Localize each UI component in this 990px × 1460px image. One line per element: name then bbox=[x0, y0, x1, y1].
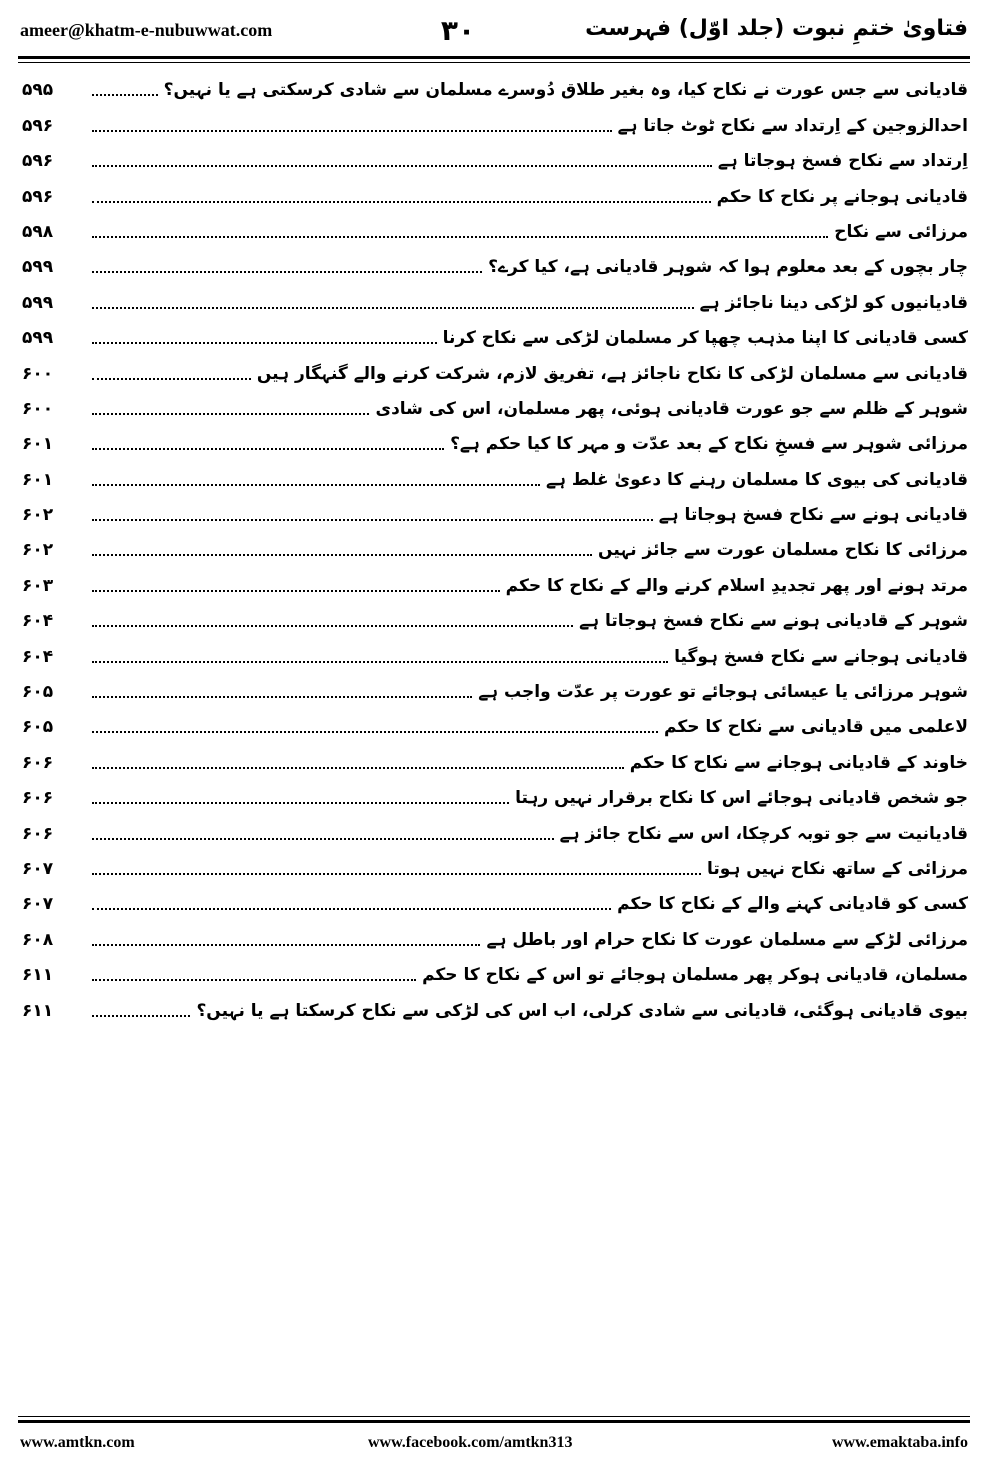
page-footer bbox=[0, 1400, 990, 1460]
toc-entry[interactable] bbox=[22, 107, 968, 142]
toc-entry-title: قادیانیت سے جو توبہ کرچکا، اس سے نکاح جائز ہے bbox=[559, 823, 968, 844]
toc-entry[interactable] bbox=[22, 72, 968, 107]
toc-entry-title: قادیانی سے مسلمان لڑکی کا نکاح ناجائز ہے، تفریق لازم، شرکت کرنے والے گنہگار ہیں bbox=[256, 363, 968, 384]
toc-entry-page: ۵۹۹ bbox=[22, 257, 54, 278]
header-email: ameer@khatm-e-nubuwwat.com bbox=[20, 20, 273, 40]
toc-dot-leader bbox=[92, 696, 472, 698]
toc-entry-title: مرزائی لڑکے سے مسلمان عورت کا نکاح حرام اور باطل ہے bbox=[486, 929, 968, 950]
toc-entry-page: ۶۰۱ bbox=[22, 469, 54, 490]
toc-entry-title: شوہر مرزائی یا عیسائی ہوجائے تو عورت پر عدّت واجب ہے bbox=[478, 682, 968, 703]
toc-entry-page: ۶۰۵ bbox=[22, 682, 54, 703]
toc-dot-leader bbox=[92, 661, 668, 663]
toc-dot-leader bbox=[92, 448, 444, 450]
toc-entry[interactable] bbox=[22, 992, 968, 1027]
toc-entry-title: احدالزوجین کے اِرتداد سے نکاح ٹوٹ جاتا ہے bbox=[617, 115, 968, 136]
footer-link-facebook[interactable]: www.facebook.com/amtkn313 bbox=[368, 1434, 573, 1451]
toc-dot-leader bbox=[92, 519, 653, 521]
toc-entry[interactable] bbox=[22, 497, 968, 532]
toc-entry-page: ۶۰۸ bbox=[22, 929, 54, 950]
toc-entry-page: ۵۹۶ bbox=[22, 151, 54, 172]
toc-entry-page: ۶۰۶ bbox=[22, 788, 54, 809]
toc-entry[interactable] bbox=[22, 674, 968, 709]
toc-entry-page: ۶۰۰ bbox=[22, 363, 54, 384]
toc-entry-title: قادیانی ہوجانے سے نکاح فسخ ہوگیا bbox=[674, 646, 968, 667]
toc-entry-page: ۶۰۰ bbox=[22, 398, 54, 419]
toc-entry-title: قادیانی ہوجانے پر نکاح کا حکم bbox=[716, 186, 968, 207]
toc-entry[interactable] bbox=[22, 744, 968, 779]
toc-entry[interactable] bbox=[22, 957, 968, 992]
toc-dot-leader bbox=[92, 873, 701, 875]
page-number: ۳۰ bbox=[440, 14, 476, 47]
toc-entry[interactable] bbox=[22, 815, 968, 850]
toc-entry[interactable] bbox=[22, 391, 968, 426]
toc-dot-leader bbox=[92, 590, 500, 592]
toc-entry-page: ۶۰۱ bbox=[22, 434, 54, 455]
toc-dot-leader bbox=[92, 767, 624, 769]
toc-entry[interactable] bbox=[22, 284, 968, 319]
header-rule-thick bbox=[18, 56, 970, 59]
toc-entry-title: قادیانی کی بیوی کا مسلمان رہنے کا دعویٰ غلط ہے bbox=[546, 469, 968, 490]
toc-dot-leader bbox=[92, 378, 251, 380]
toc-entry-title: مسلمان، قادیانی ہوکر پھر مسلمان ہوجائے تو اس کے نکاح کا حکم bbox=[422, 965, 968, 986]
toc-entry[interactable] bbox=[22, 567, 968, 602]
toc-dot-leader bbox=[92, 731, 658, 733]
toc-entry-page: ۶۰۲ bbox=[22, 505, 54, 526]
toc-entry[interactable] bbox=[22, 461, 968, 496]
toc-dot-leader bbox=[92, 413, 369, 415]
header-rule-thin bbox=[18, 62, 970, 63]
page-header bbox=[0, 0, 990, 62]
toc-dot-leader bbox=[92, 165, 712, 167]
toc-entry[interactable] bbox=[22, 638, 968, 673]
toc-entry-title: شوہر کے ظلم سے جو عورت قادیانی ہوئی، پھر مسلمان، اس کی شادی bbox=[375, 398, 968, 419]
footer-link-emaktaba[interactable]: www.emaktaba.info bbox=[831, 1434, 968, 1451]
toc-entry-title: قادیانیوں کو لڑکی دینا ناجائز ہے bbox=[699, 292, 968, 313]
toc-entry-page: ۶۰۶ bbox=[22, 752, 54, 773]
toc-entry-title: مرزائی شوہر سے فسخِ نکاح کے بعد عدّت و مہر کا کیا حکم ہے؟ bbox=[450, 434, 968, 455]
toc-entry-page: ۵۹۹ bbox=[22, 328, 54, 349]
toc-entry-page: ۶۰۷ bbox=[22, 894, 54, 915]
toc-entry[interactable] bbox=[22, 320, 968, 355]
toc-entry-title: اِرتداد سے نکاح فسخ ہوجاتا ہے bbox=[717, 151, 968, 172]
toc-dot-leader bbox=[92, 625, 573, 627]
toc-dot-leader bbox=[92, 554, 592, 556]
toc-dot-leader bbox=[92, 802, 509, 804]
toc-entry-title: خاوند کے قادیانی ہوجانے سے نکاح کا حکم bbox=[629, 752, 968, 773]
table-of-contents bbox=[22, 72, 968, 1028]
toc-entry-title: شوہر کے قادیانی ہونے سے نکاح فسخ ہوجاتا ہے bbox=[579, 611, 968, 632]
toc-entry[interactable] bbox=[22, 603, 968, 638]
toc-entry-title: لاعلمی میں قادیانی سے نکاح کا حکم bbox=[664, 717, 968, 738]
toc-entry[interactable] bbox=[22, 532, 968, 567]
toc-entry-page: ۵۹۹ bbox=[22, 292, 54, 313]
toc-dot-leader bbox=[92, 271, 482, 273]
toc-dot-leader bbox=[92, 307, 694, 309]
toc-entry-title: قادیانی ہونے سے نکاح فسخ ہوجاتا ہے bbox=[658, 505, 968, 526]
book-title: فتاویٰ ختمِ نبوت (جلد اوّل) فہرست bbox=[585, 16, 968, 41]
toc-entry[interactable] bbox=[22, 143, 968, 178]
toc-entry-title: بیوی قادیانی ہوگئی، قادیانی سے شادی کرلی، اب اس کی لڑکی سے نکاح کرسکتا ہے یا نہیں؟ bbox=[196, 1000, 968, 1021]
toc-dot-leader bbox=[92, 838, 554, 840]
toc-entry-page: ۶۱۱ bbox=[22, 965, 54, 986]
toc-entry[interactable] bbox=[22, 214, 968, 249]
toc-dot-leader bbox=[92, 342, 437, 344]
toc-entry[interactable] bbox=[22, 709, 968, 744]
toc-entry-title: قادیانی سے جس عورت نے نکاح کیا، وہ بغیر طلاق دُوسرے مسلمان سے شادی کرسکتی ہے یا نہیں؟ bbox=[163, 80, 968, 101]
toc-dot-leader bbox=[92, 94, 158, 96]
toc-entry[interactable] bbox=[22, 178, 968, 213]
toc-entry-title: کسی کو قادیانی کہنے والے کے نکاح کا حکم bbox=[617, 894, 968, 915]
toc-entry-page: ۶۱۱ bbox=[22, 1000, 54, 1021]
toc-entry-title: کسی قادیانی کا اپنا مذہب چھپا کر مسلمان لڑکی سے نکاح کرنا bbox=[442, 328, 968, 349]
toc-entry-page: ۶۰۴ bbox=[22, 646, 54, 667]
toc-entry-page: ۶۰۲ bbox=[22, 540, 54, 561]
toc-entry[interactable] bbox=[22, 886, 968, 921]
toc-dot-leader bbox=[92, 236, 828, 238]
toc-entry[interactable] bbox=[22, 249, 968, 284]
toc-entry-page: ۶۰۵ bbox=[22, 717, 54, 738]
toc-entry-page: ۶۰۷ bbox=[22, 858, 54, 879]
toc-entry-page: ۵۹۶ bbox=[22, 115, 54, 136]
toc-entry-page: ۵۹۸ bbox=[22, 221, 54, 242]
toc-entry-page: ۶۰۴ bbox=[22, 611, 54, 632]
toc-dot-leader bbox=[92, 484, 540, 486]
toc-entry[interactable] bbox=[22, 426, 968, 461]
toc-entry[interactable] bbox=[22, 355, 968, 390]
toc-entry-page: ۶۰۳ bbox=[22, 575, 54, 596]
toc-entry-page: ۶۰۶ bbox=[22, 823, 54, 844]
toc-entry-title: مرزائی کا نکاح مسلمان عورت سے جائز نہیں bbox=[598, 540, 968, 561]
toc-entry-title: مرزائی کے ساتھ نکاح نہیں ہوتا bbox=[706, 858, 968, 879]
toc-entry-page: ۵۹۶ bbox=[22, 186, 54, 207]
toc-entry-title: مرتد ہونے اور پھر تجدیدِ اسلام کرنے والے کے نکاح کا حکم bbox=[505, 575, 968, 596]
toc-dot-leader bbox=[92, 979, 416, 981]
toc-entry-title: چار بچوں کے بعد معلوم ہوا کہ شوہر قادیانی ہے، کیا کرے؟ bbox=[488, 257, 968, 278]
toc-dot-leader bbox=[92, 201, 711, 203]
toc-dot-leader bbox=[92, 908, 611, 910]
toc-entry-title: جو شخص قادیانی ہوجائے اس کا نکاح برقرار نہیں رہتا bbox=[515, 788, 968, 809]
toc-entry-title: مرزائی سے نکاح bbox=[834, 221, 968, 242]
toc-dot-leader bbox=[92, 1015, 190, 1017]
toc-entry-page: ۵۹۵ bbox=[22, 80, 54, 101]
toc-dot-leader bbox=[92, 944, 480, 946]
footer-link-amtkn[interactable]: www.amtkn.com bbox=[20, 1434, 135, 1451]
toc-entry[interactable] bbox=[22, 851, 968, 886]
toc-entry[interactable] bbox=[22, 921, 968, 956]
toc-entry[interactable] bbox=[22, 780, 968, 815]
toc-dot-leader bbox=[92, 130, 612, 132]
